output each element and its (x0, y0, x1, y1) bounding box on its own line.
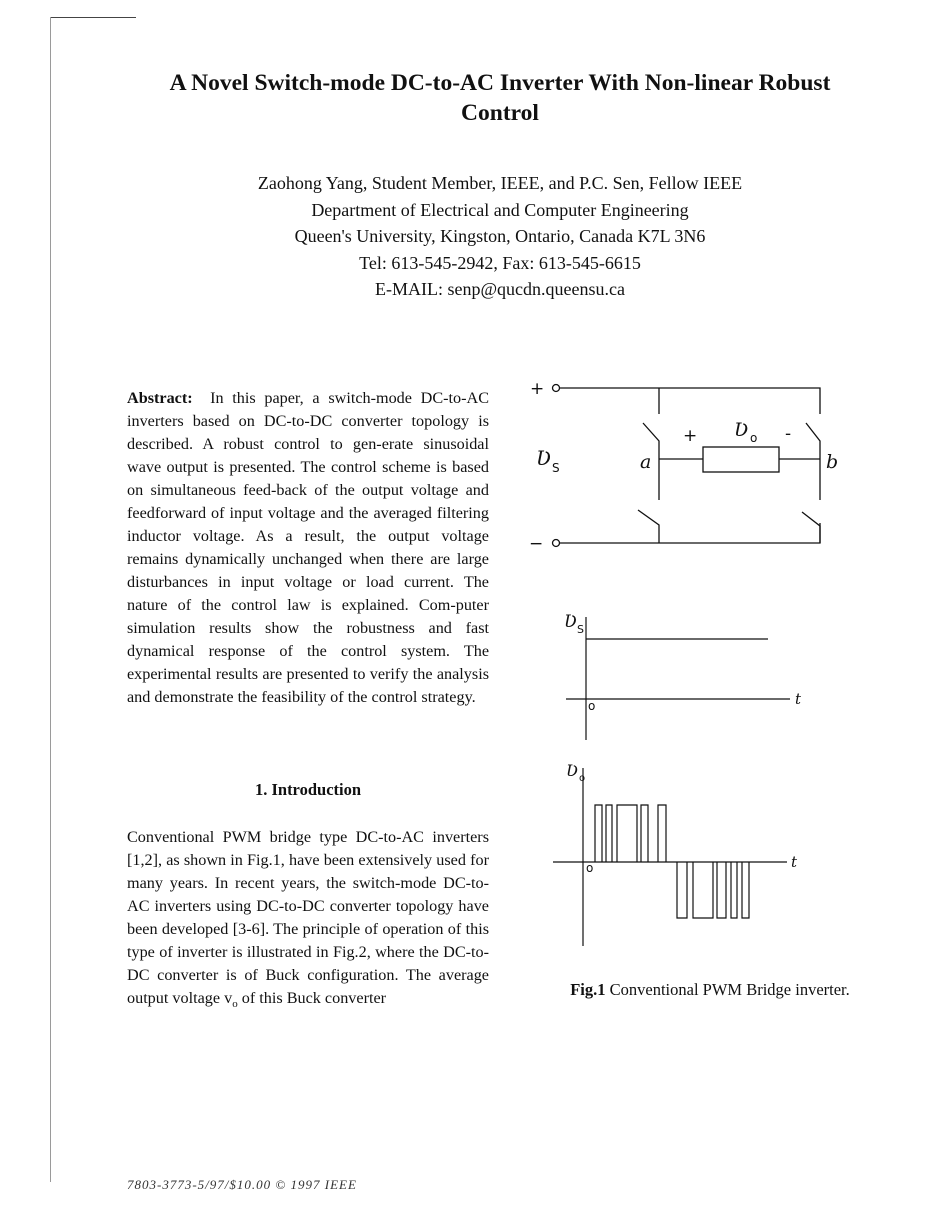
copyright-footer: 7803-3773-5/97/$10.00 © 1997 IEEE (127, 1177, 357, 1192)
output-plot-y-label: Ʋ (566, 761, 579, 780)
figure-1-caption-text: Conventional PWM Bridge inverter. (605, 980, 850, 999)
pwm-pulse (617, 805, 637, 862)
load-voltage-subscript: o (750, 431, 758, 445)
pwm-pulse (731, 862, 737, 918)
bottom-rail (560, 523, 820, 543)
top-rail (560, 388, 820, 414)
pwm-pulse (658, 805, 666, 862)
abstract-label: Abstract: (127, 389, 193, 407)
load-voltage-label: Ʋ (734, 419, 749, 441)
switch-a-lower (638, 510, 659, 543)
introduction-text-end: of this Buck converter (237, 989, 387, 1007)
introduction-text: Conventional PWM bridge type DC-to-AC inverters [1,2], as shown in Fig.1, have been extensively used for many years. In recent years, the switch-mode DC-to-AC inverters using DC-to-DC converter topology have been developed [3-6]. The principle of operation of this type of inverter is illustrated in Fig.2, where the DC-to-DC converter is of Buck configuration. The average output voltage v (127, 828, 489, 1007)
bridge-circuit-diagram (553, 385, 821, 547)
pwm-pulse (742, 862, 749, 918)
author-department: Department of Electrical and Computer Engineering (311, 199, 689, 220)
section-heading-introduction: 1. Introduction (254, 780, 362, 799)
introduction-subscript: o (232, 998, 238, 1011)
input-plot-x-label: t (795, 690, 802, 708)
input-plot-origin-label: o (588, 699, 596, 713)
figure-1-caption-label: Fig.1 (570, 980, 606, 999)
node-a-label: a (640, 451, 652, 473)
pwm-pulse (677, 862, 687, 918)
input-voltage-plot (564, 612, 802, 740)
plus-terminal-node (553, 385, 560, 392)
switch-b-lower (802, 512, 820, 543)
node-b-label: b (826, 451, 839, 473)
input-plot-y-label: Ʋ (564, 612, 577, 632)
author-phone-fax: Tel: 613-545-2942, Fax: 613-545-6615 (359, 252, 641, 273)
load-minus-label: - (785, 424, 792, 444)
switch-b-upper (806, 423, 820, 500)
load-resistor (703, 447, 779, 472)
author-university: Queen's University, Kingston, Ontario, Canada K7L 3N6 (294, 226, 706, 246)
author-email: E-MAIL: senp@qucdn.queensu.ca (374, 279, 625, 299)
source-voltage-subscript: S (552, 461, 560, 475)
pwm-pulse (717, 862, 726, 918)
pwm-pulse (595, 805, 602, 862)
output-plot-origin-label: o (586, 861, 594, 875)
pwm-pulse (693, 862, 713, 918)
title-line-1: A Novel Switch-mode DC-to-AC Inverter With Non-linear Robust (169, 70, 831, 96)
source-voltage-label: Ʋ (536, 446, 552, 470)
circuit-labels (529, 379, 838, 554)
output-voltage-plot (553, 761, 798, 946)
pwm-pulse (606, 805, 612, 862)
output-plot-y-subscript: o (579, 773, 586, 784)
abstract-text: In this paper, a switch-mode DC-to-AC inverters based on DC-to-DC converter topology is described. A robust control to gen-erate sinusoidal wave output is presented. The control scheme is based on simultaneous feed-back of the output voltage and feedforward of input voltage and the averaged filtering inductor voltage. As a result, the output voltage remains dynamically unchanged when there are large disturbances in input voltage or load current. The nature of the control law is explained. Com-puter simulation results show the robustness and fast dynamical response of the control system. The experimental results are presented to verify the analysis and demonstrate the feasibility of the control strategy. (127, 389, 490, 706)
figure-1-caption (510, 980, 910, 1000)
pwm-pulse (641, 805, 648, 862)
load-plus-label: + (683, 426, 698, 446)
plus-terminal-label: + (530, 379, 545, 399)
minus-terminal-node (553, 540, 560, 547)
output-plot-x-label: t (791, 853, 798, 871)
author-names: Zaohong Yang, Student Member, IEEE, and P.C. Sen, Fellow IEEE (257, 173, 743, 193)
title-line-2: Control (461, 100, 539, 126)
minus-terminal-label: − (529, 534, 544, 554)
input-plot-y-subscript: S (577, 623, 584, 636)
